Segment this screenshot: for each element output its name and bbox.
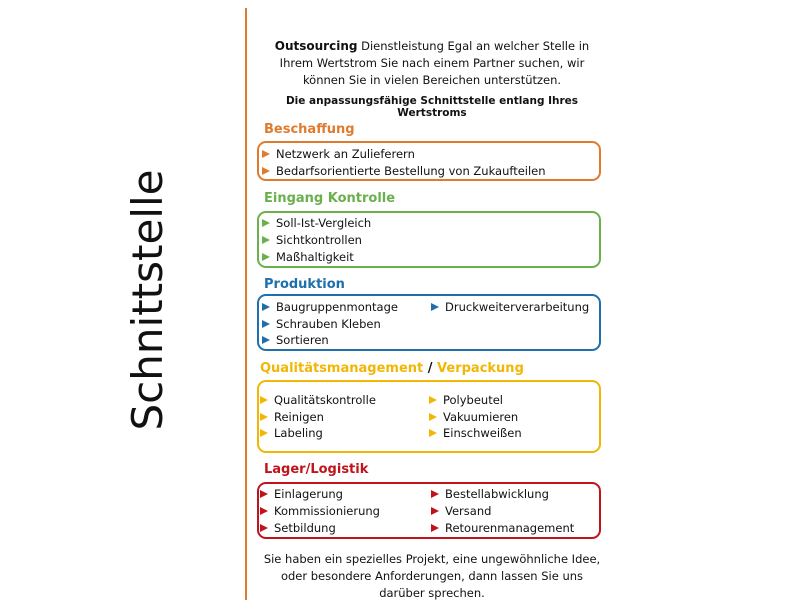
section-title-lager: Lager/Logistik bbox=[264, 462, 369, 477]
triangle-bullet-icon bbox=[429, 396, 437, 404]
section-title-qualitaet: Qualitätsmanagement / Verpackung bbox=[260, 361, 524, 376]
triangle-bullet-icon bbox=[262, 303, 270, 311]
triangle-bullet-icon bbox=[260, 413, 268, 421]
list-item: Retourenmanagement bbox=[431, 521, 574, 535]
section-title-eingang: Eingang Kontrolle bbox=[264, 191, 396, 206]
intro-text: Dienstleistung Egal an welcher Stelle in Ihrem Wertstrom Sie nach einem Partner suchen, wir können Sie in vielen Bereichen unterstützen. bbox=[279, 39, 590, 87]
triangle-bullet-icon bbox=[262, 167, 270, 175]
triangle-bullet-icon bbox=[260, 490, 268, 498]
list-item: Polybeutel bbox=[429, 393, 503, 407]
triangle-bullet-icon bbox=[260, 524, 268, 532]
triangle-bullet-icon bbox=[260, 507, 268, 515]
list-item: Druckweiterverarbeitung bbox=[431, 300, 589, 314]
list-item: Soll-Ist-Vergleich bbox=[262, 216, 371, 230]
list-item: Sortieren bbox=[262, 333, 329, 347]
section-title-produktion: Produktion bbox=[264, 277, 345, 292]
subheading: Die anpassungsfähige Schnittstelle entlang Ihres Wertstroms bbox=[285, 95, 579, 119]
triangle-bullet-icon bbox=[260, 429, 268, 437]
triangle-bullet-icon bbox=[262, 150, 270, 158]
list-item: Setbildung bbox=[260, 521, 336, 535]
list-item: Kommissionierung bbox=[260, 504, 380, 518]
triangle-bullet-icon bbox=[262, 236, 270, 244]
triangle-bullet-icon bbox=[429, 429, 437, 437]
triangle-bullet-icon bbox=[431, 524, 439, 532]
triangle-bullet-icon bbox=[262, 219, 270, 227]
list-item: Sichtkontrollen bbox=[262, 233, 362, 247]
list-item: Bestellabwicklung bbox=[431, 487, 549, 501]
list-item: Reinigen bbox=[260, 410, 324, 424]
list-item: Einlagerung bbox=[260, 487, 343, 501]
list-item: Labeling bbox=[260, 426, 323, 440]
triangle-bullet-icon bbox=[262, 253, 270, 261]
intro-paragraph bbox=[262, 38, 602, 89]
triangle-bullet-icon bbox=[262, 320, 270, 328]
side-title: Schnittstelle bbox=[123, 169, 172, 431]
section-title-beschaffung: Beschaffung bbox=[264, 122, 355, 137]
list-item: Versand bbox=[431, 504, 491, 518]
list-item: Bedarfsorientierte Bestellung von Zukaufteilen bbox=[262, 164, 546, 178]
triangle-bullet-icon bbox=[260, 396, 268, 404]
list-item: Maßhaltigkeit bbox=[262, 250, 354, 264]
list-item: Einschweißen bbox=[429, 426, 522, 440]
list-item: Qualitätskontrolle bbox=[260, 393, 376, 407]
list-item: Vakuumieren bbox=[429, 410, 518, 424]
intro-lead: Outsourcing bbox=[274, 39, 358, 53]
list-item: Baugruppenmontage bbox=[262, 300, 398, 314]
triangle-bullet-icon bbox=[431, 303, 439, 311]
closing-paragraph: Sie haben ein spezielles Projekt, eine ungewöhnliche Idee, oder besondere Anforderungen, dann lassen Sie uns darüber sprechen. bbox=[263, 552, 601, 600]
accent-divider bbox=[245, 8, 247, 600]
list-item: Netzwerk an Zulieferern bbox=[262, 147, 415, 161]
triangle-bullet-icon bbox=[262, 336, 270, 344]
triangle-bullet-icon bbox=[431, 490, 439, 498]
triangle-bullet-icon bbox=[431, 507, 439, 515]
triangle-bullet-icon bbox=[429, 413, 437, 421]
list-item: Schrauben Kleben bbox=[262, 317, 381, 331]
